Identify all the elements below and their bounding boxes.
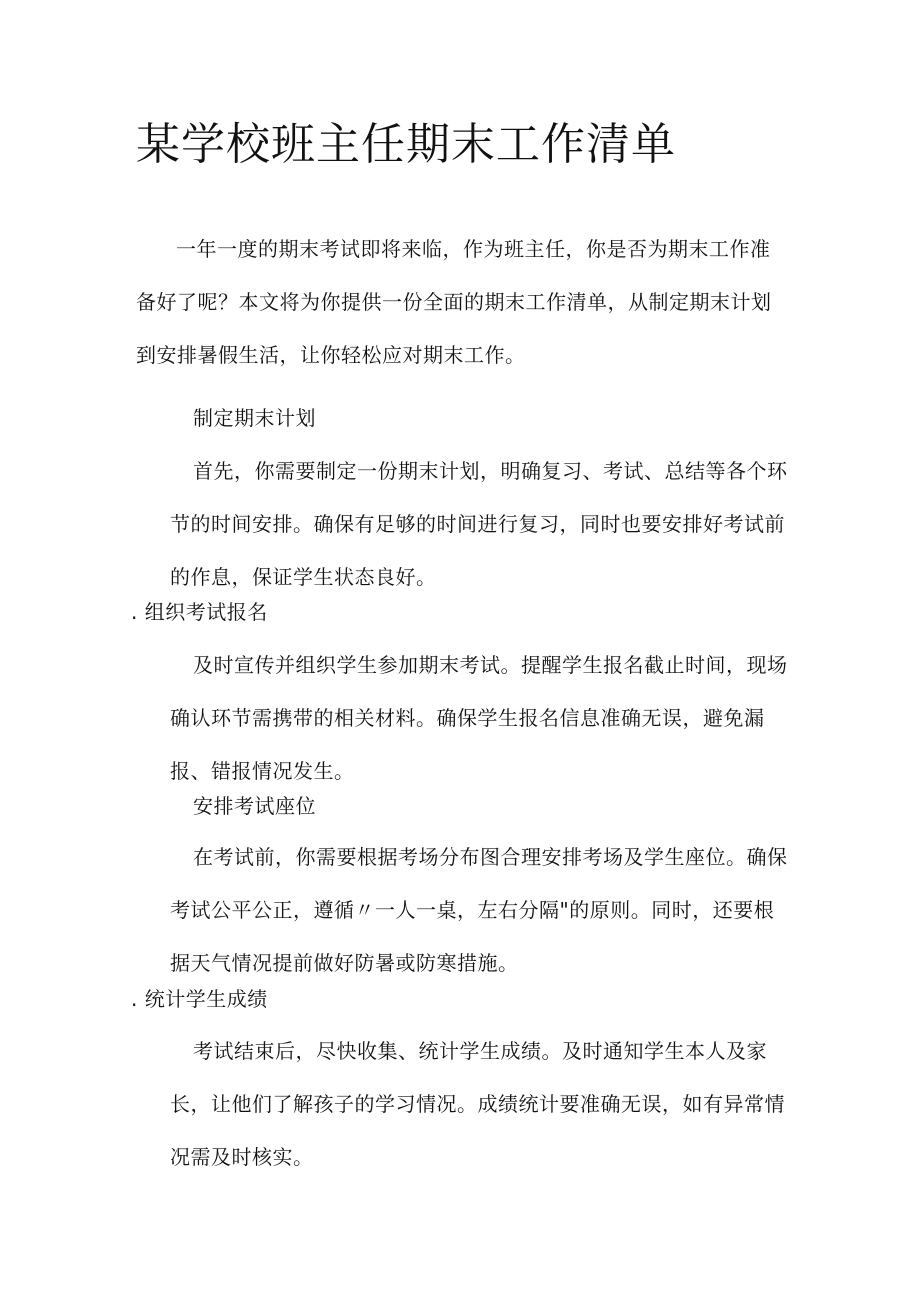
intro-paragraph: 一年一度的期末考试即将来临，作为班主任，你是否为期末工作准备好了呢？本文将为你提供一份全面的期末工作清单，从制定期末计划到安排暑假生活，让你轻松应对期末工作。 xyxy=(136,237,772,367)
section-body-plan: 首先，你需要制定一份期末计划，明确复习、考试、总结等各个环节的时间安排。确保有足够的时间进行复习，同时也要安排好考试前的作息，保证学生状态良好。 xyxy=(170,459,788,589)
section-body-seating: 在考试前，你需要根据考场分布图合理安排考场及学生座位。确保考试公平公正，遵循〃一人一桌，左右分隔"的原则。同时，还要根据天气情况提前做好防暑或防寒措施。 xyxy=(170,845,788,975)
section-heading-seating: 安排考试座位 xyxy=(193,794,316,818)
section-body-grades: 考试结束后，尽快收集、统计学生成绩。及时通知学生本人及家长，让他们了解孩子的学习情况。成绩统计要准确无误，如有异常情况需及时核实。 xyxy=(170,1039,785,1169)
section-heading-grades: . 统计学生成绩 xyxy=(131,987,268,1011)
section-body-registration: 及时宣传并组织学生参加期末考试。提醒学生报名截止时间，现场确认环节需携带的相关材料。确保学生报名信息准确无误，避免漏报、错报情况发生。 xyxy=(170,653,788,783)
section-heading-registration: . 组织考试报名 xyxy=(131,600,268,624)
document-title: 某学校班主任期末工作清单 xyxy=(136,119,676,170)
section-heading-plan: 制定期末计划 xyxy=(193,406,316,430)
